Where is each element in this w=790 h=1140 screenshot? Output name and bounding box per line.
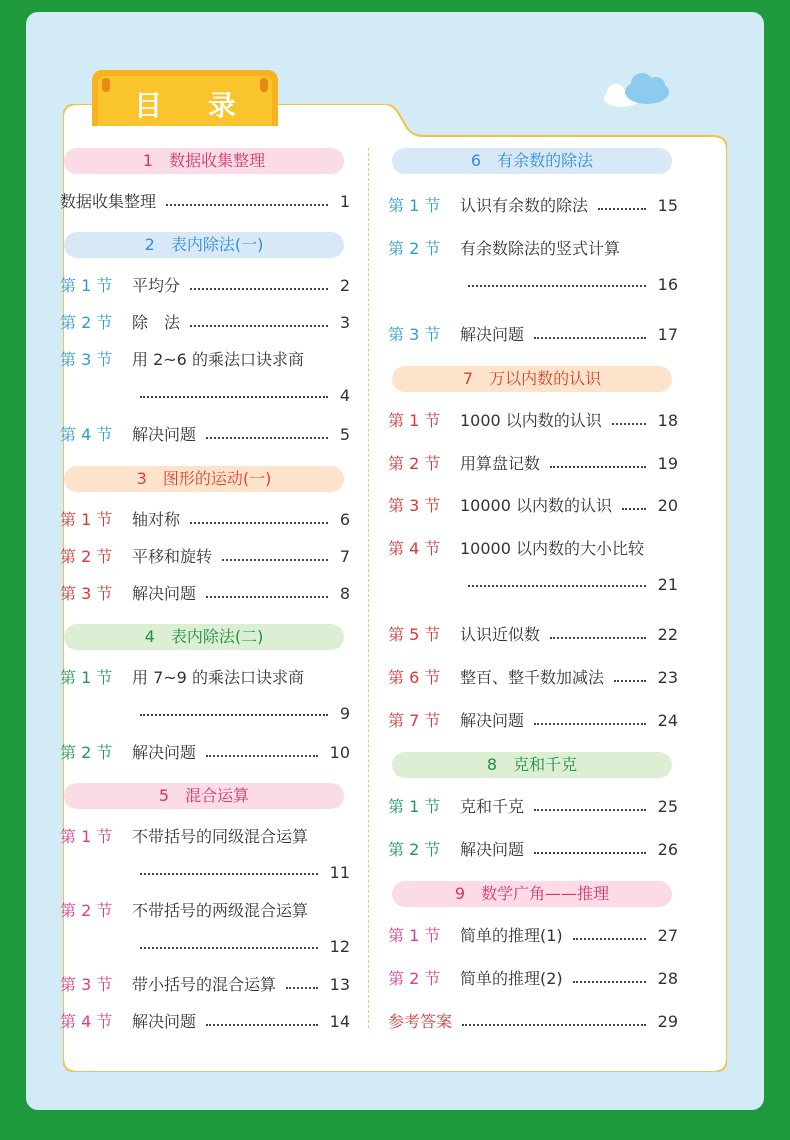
page-number: 15 bbox=[657, 196, 678, 215]
section-number: 第 1 节 bbox=[388, 196, 441, 215]
leader-dots bbox=[614, 680, 646, 682]
section-title: 平移和旋转 bbox=[132, 547, 213, 566]
section-number: 第 4 节 bbox=[60, 1012, 113, 1031]
leader-dots bbox=[468, 285, 646, 287]
leader-dots bbox=[534, 852, 646, 854]
leader-dots bbox=[534, 723, 646, 725]
section-title: 简单的推理(1) bbox=[460, 926, 563, 945]
chapter-heading[interactable]: 3 图形的运动(一) bbox=[64, 466, 344, 492]
column-divider bbox=[368, 148, 369, 1028]
toc-entry[interactable] bbox=[60, 973, 350, 997]
page-number: 13 bbox=[329, 975, 350, 994]
toc-entry[interactable] bbox=[388, 452, 678, 476]
toc-entry[interactable] bbox=[60, 825, 350, 883]
toc-entry[interactable] bbox=[388, 666, 678, 690]
section-title: 简单的推理(2) bbox=[460, 969, 563, 988]
leader-dots bbox=[598, 208, 646, 210]
toc-entry[interactable] bbox=[60, 741, 350, 765]
section-title: 带小括号的混合运算 bbox=[132, 975, 277, 994]
page-number: 8 bbox=[339, 584, 350, 603]
section-number: 第 2 节 bbox=[388, 454, 441, 473]
leader-dots bbox=[550, 466, 646, 468]
section-title: 解决问题 bbox=[132, 584, 197, 603]
page-title: 目 录 bbox=[134, 89, 254, 122]
section-number: 第 1 节 bbox=[60, 668, 113, 687]
leader-dots bbox=[534, 337, 646, 339]
leader-dots bbox=[622, 508, 646, 510]
section-title: 解决问题 bbox=[132, 743, 197, 762]
section-number: 第 2 节 bbox=[60, 901, 113, 920]
page-number: 28 bbox=[657, 969, 678, 988]
page-number: 3 bbox=[339, 313, 350, 332]
toc-entry[interactable] bbox=[60, 311, 350, 335]
leader-dots bbox=[190, 522, 328, 524]
section-title: 10000 以内数的认识 bbox=[460, 496, 612, 515]
toc-entry[interactable] bbox=[60, 423, 350, 447]
leader-dots bbox=[190, 288, 328, 290]
chapter-heading[interactable]: 6 有余数的除法 bbox=[392, 148, 672, 174]
section-title: 轴对称 bbox=[132, 510, 181, 529]
toc-entry[interactable] bbox=[388, 709, 678, 733]
section-title: 认识有余数的除法 bbox=[460, 196, 589, 215]
section-number: 第 1 节 bbox=[388, 926, 441, 945]
section-number: 第 2 节 bbox=[388, 969, 441, 988]
toc-entry[interactable] bbox=[60, 666, 350, 724]
section-number: 第 1 节 bbox=[388, 411, 441, 430]
section-title: 用 7~9 的乘法口诀求商 bbox=[132, 668, 304, 687]
leader-dots bbox=[140, 947, 318, 949]
section-title: 除 法 bbox=[132, 313, 181, 332]
leader-dots bbox=[222, 559, 328, 561]
toc-entry[interactable] bbox=[388, 537, 678, 595]
section-title: 解决问题 bbox=[460, 325, 525, 344]
toc-entry[interactable] bbox=[60, 1010, 350, 1034]
section-number: 第 5 节 bbox=[388, 625, 441, 644]
toc-entry[interactable] bbox=[388, 924, 678, 948]
page-number: 12 bbox=[329, 937, 350, 956]
section-number: 数据收集整理 bbox=[60, 192, 157, 211]
toc-entry[interactable] bbox=[388, 967, 678, 991]
section-number: 第 3 节 bbox=[60, 975, 113, 994]
page-number: 20 bbox=[657, 496, 678, 515]
toc-entry[interactable] bbox=[60, 508, 350, 532]
page-number: 22 bbox=[657, 625, 678, 644]
toc-entry[interactable] bbox=[388, 838, 678, 862]
toc-entry[interactable] bbox=[388, 323, 678, 347]
section-number: 第 3 节 bbox=[60, 350, 113, 369]
toc-entry[interactable] bbox=[60, 582, 350, 606]
page-number: 4 bbox=[339, 386, 350, 405]
toc-entry[interactable] bbox=[60, 190, 350, 214]
chapter-heading[interactable]: 2 表内除法(一) bbox=[64, 232, 344, 258]
toc-entry[interactable] bbox=[388, 237, 678, 295]
page-number: 2 bbox=[339, 276, 350, 295]
chapter-heading[interactable]: 4 表内除法(二) bbox=[64, 624, 344, 650]
section-title: 有余数除法的竖式计算 bbox=[460, 239, 621, 258]
section-title: 不带括号的两级混合运算 bbox=[132, 901, 309, 920]
section-number: 第 3 节 bbox=[388, 496, 441, 515]
leader-dots bbox=[550, 637, 646, 639]
toc-entry[interactable] bbox=[388, 795, 678, 819]
page-number: 9 bbox=[339, 704, 350, 723]
leader-dots bbox=[140, 396, 328, 398]
page-number: 7 bbox=[339, 547, 350, 566]
toc-entry[interactable] bbox=[60, 545, 350, 569]
leader-dots bbox=[190, 325, 328, 327]
chapter-heading[interactable]: 7 万以内数的认识 bbox=[392, 366, 672, 392]
section-title: 克和千克 bbox=[460, 797, 525, 816]
toc-entry[interactable] bbox=[388, 623, 678, 647]
section-number: 第 2 节 bbox=[60, 743, 113, 762]
section-number: 第 1 节 bbox=[60, 276, 113, 295]
section-title: 解决问题 bbox=[132, 1012, 197, 1031]
section-number: 第 1 节 bbox=[388, 797, 441, 816]
section-title: 认识近似数 bbox=[460, 625, 541, 644]
page-number: 25 bbox=[657, 797, 678, 816]
section-number: 第 2 节 bbox=[60, 547, 113, 566]
leader-dots bbox=[286, 987, 318, 989]
page-number: 18 bbox=[657, 411, 678, 430]
leader-dots bbox=[140, 873, 318, 875]
leader-dots bbox=[573, 938, 646, 940]
page-number: 14 bbox=[329, 1012, 350, 1031]
section-title: 解决问题 bbox=[132, 425, 197, 444]
chapter-heading[interactable]: 9 数学广角——推理 bbox=[392, 881, 672, 907]
cloud-icon bbox=[592, 68, 674, 108]
leader-dots bbox=[140, 714, 328, 716]
leader-dots bbox=[534, 809, 646, 811]
page-number: 24 bbox=[657, 711, 678, 730]
section-number: 第 2 节 bbox=[60, 313, 113, 332]
chapter-heading[interactable]: 8 克和千克 bbox=[392, 752, 672, 778]
page-number: 27 bbox=[657, 926, 678, 945]
leader-dots bbox=[206, 1024, 318, 1026]
page-number: 11 bbox=[329, 863, 350, 882]
leader-dots bbox=[612, 423, 646, 425]
leader-dots bbox=[206, 755, 318, 757]
section-title: 平均分 bbox=[132, 276, 181, 295]
toc-entry[interactable] bbox=[388, 494, 678, 518]
page-number: 26 bbox=[657, 840, 678, 859]
leader-dots bbox=[206, 437, 328, 439]
chapter-heading[interactable]: 1 数据收集整理 bbox=[64, 148, 344, 174]
section-title: 解决问题 bbox=[460, 840, 525, 859]
page-number: 1 bbox=[339, 192, 350, 211]
page-number: 16 bbox=[657, 275, 678, 294]
section-number: 第 6 节 bbox=[388, 668, 441, 687]
toc-entry[interactable] bbox=[388, 409, 678, 433]
page-number: 23 bbox=[657, 668, 678, 687]
section-title: 用算盘记数 bbox=[460, 454, 541, 473]
section-number: 第 1 节 bbox=[60, 827, 113, 846]
page-number: 5 bbox=[339, 425, 350, 444]
section-title: 解决问题 bbox=[460, 711, 525, 730]
leader-dots bbox=[206, 596, 328, 598]
chapter-heading[interactable]: 5 混合运算 bbox=[64, 783, 344, 809]
page-number: 29 bbox=[657, 1012, 678, 1031]
section-title: 1000 以内数的认识 bbox=[460, 411, 602, 430]
section-number: 第 7 节 bbox=[388, 711, 441, 730]
section-number: 第 4 节 bbox=[60, 425, 113, 444]
section-number: 第 3 节 bbox=[60, 584, 113, 603]
leader-dots bbox=[462, 1024, 646, 1026]
toc-entry[interactable] bbox=[388, 1010, 678, 1034]
page-number: 21 bbox=[657, 575, 678, 594]
toc-entry[interactable] bbox=[60, 348, 350, 406]
leader-dots bbox=[468, 585, 646, 587]
page-number: 6 bbox=[339, 510, 350, 529]
section-number: 第 3 节 bbox=[388, 325, 441, 344]
leader-dots bbox=[573, 981, 646, 983]
section-title: 不带括号的同级混合运算 bbox=[132, 827, 309, 846]
section-title: 10000 以内数的大小比较 bbox=[460, 539, 644, 558]
section-title: 整百、整千数加减法 bbox=[460, 668, 605, 687]
toc-entry[interactable] bbox=[60, 274, 350, 298]
leader-dots bbox=[166, 204, 328, 206]
section-number: 第 2 节 bbox=[388, 840, 441, 859]
section-number: 第 1 节 bbox=[60, 510, 113, 529]
section-title: 用 2~6 的乘法口诀求商 bbox=[132, 350, 304, 369]
section-number: 参考答案 bbox=[388, 1012, 453, 1031]
toc-entry[interactable] bbox=[388, 194, 678, 218]
section-number: 第 2 节 bbox=[388, 239, 441, 258]
page-number: 19 bbox=[657, 454, 678, 473]
toc-entry[interactable] bbox=[60, 899, 350, 957]
page-number: 17 bbox=[657, 325, 678, 344]
page-number: 10 bbox=[329, 743, 350, 762]
section-number: 第 4 节 bbox=[388, 539, 441, 558]
